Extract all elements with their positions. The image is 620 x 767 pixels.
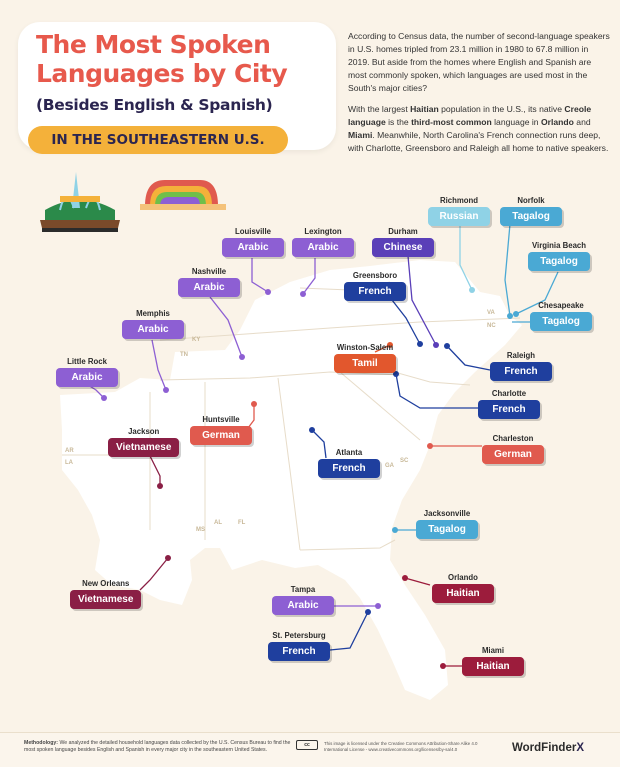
dot-tampa [375,603,381,609]
rainbow-illustration [140,180,226,210]
state-label-al: AL [214,520,222,526]
dot-durham [433,342,439,348]
language-pill: Arabic [56,368,118,387]
city-label-charlotte [478,388,540,419]
city-label-winston-salem [334,342,396,373]
language-pill: Haitian [432,584,494,603]
state-label-ga: GA [385,463,394,469]
language-pill: Tamil [334,354,396,373]
dot-huntsville [251,401,257,407]
creative-commons-icon: cc [296,740,318,750]
city-name: Chesapeake [538,301,584,310]
state-label-fl: FL [238,520,246,526]
city-name: St. Petersburg [272,631,326,640]
city-label-miami [462,645,524,676]
dot-virginia-beach [513,311,519,317]
city-name: Charlotte [491,389,527,398]
city-label-raleigh [490,350,552,381]
state-label-nc: NC [487,323,496,329]
language-pill: Russian [428,207,490,226]
city-label-greensboro [344,270,406,301]
city-name: Jackson [128,427,160,436]
city-name: Jacksonville [423,509,471,518]
dot-nashville [239,354,245,360]
dot-lexington [300,291,306,297]
city-name: Norfolk [517,196,545,205]
language-pill: Chinese [372,238,434,257]
city-name: Huntsville [202,415,240,424]
dot-jackson [157,483,163,489]
page-subtitle: (Besides English & Spanish) [36,96,273,114]
state-label-ky: KY [192,337,201,343]
dot-norfolk [507,313,513,319]
city-label-louisville [222,226,284,257]
city-label-little-rock [56,356,118,387]
city-name: Memphis [136,309,170,318]
state-label-ms: MS [196,527,205,533]
language-pill: Vietnamese [70,590,141,609]
city-name: Tampa [290,585,316,594]
connector-st-petersburg [330,612,368,650]
language-pill: Tagalog [500,207,562,226]
fountain-illustration [40,172,120,232]
language-pill: Arabic [222,238,284,257]
intro-paragraph-2: With the largest Haitian population in the U.S., its native Creole language is the third-most common language in Orlando and Miami. Meanwhile, North Carolina's French connection runs deep, with Charlotte, Greensboro and Raleigh all home to native speakers. [348,104,609,153]
city-label-norfolk [500,195,562,226]
city-name: Little Rock [67,357,107,366]
dot-richmond [469,287,475,293]
city-label-durham [372,226,434,257]
intro-text [348,30,610,163]
connector-orlando [405,578,430,585]
intro-paragraph-1: According to Census data, the number of second-language speakers in U.S. homes tripled from 23.1 million in 1980 to 67.8 million in 2019. But aside from the homes where English and Spanish are most commonly spoken, which languages are used most in the South's major cities? [348,31,610,93]
methodology-note: Methodology: We analyzed the detailed household languages data collected by the U.S. Census Bureau to find the most spoken language besides English and Spanish in every major city in the southeastern United States. [24,740,291,753]
language-pill: Tagalog [416,520,478,539]
city-label-chesapeake [530,300,592,331]
dot-charleston [427,443,433,449]
city-name: New Orleans [82,579,130,588]
city-label-jacksonville [416,508,478,539]
city-name: Richmond [439,196,479,205]
city-label-charleston [482,433,544,464]
city-label-virginia-beach [528,240,590,271]
city-name: Raleigh [506,351,536,360]
city-name: Miami [481,646,505,655]
language-pill: French [478,400,540,419]
dot-louisville [265,289,271,295]
city-name: Orlando [448,573,478,582]
city-name: Durham [388,227,418,236]
language-pill: Tagalog [530,312,592,331]
dot-little-rock [101,395,107,401]
city-name: Charleston [492,434,534,443]
city-label-memphis [122,308,184,339]
dot-raleigh [444,343,450,349]
city-name: Virginia Beach [531,241,587,250]
brand-logo[interactable]: WordFinderX [512,742,584,754]
city-label-nashville [178,266,240,297]
connector-norfolk [505,224,510,316]
city-name: Winston-Salem [336,343,394,352]
language-pill: French [268,642,330,661]
dot-jacksonville [392,527,398,533]
language-pill: French [344,282,406,301]
city-name: Atlanta [335,448,363,457]
page-title: The Most Spoken Languages by City [36,30,288,88]
city-label-atlanta [318,447,380,478]
state-label-va: VA [487,310,495,316]
language-pill: Vietnamese [108,438,179,457]
state-label-la: LA [65,460,73,466]
dot-memphis [163,387,169,393]
language-pill: Arabic [292,238,354,257]
license-note: This image is licensed under the Creative Commons Attribution-Share Alike 4.0 International License - www.creativecommons.org/licenses/by-sa/4.0 [324,741,478,752]
language-pill: German [190,426,252,445]
state-label-tn: TN [180,352,188,358]
city-label-tampa [272,584,334,615]
state-label-sc: SC [400,458,409,464]
dot-greensboro [417,341,423,347]
city-name: Nashville [191,267,227,276]
language-pill: Haitian [462,657,524,676]
dot-miami [440,663,446,669]
city-label-lexington [292,226,354,257]
city-name: Lexington [304,227,342,236]
dot-orlando [402,575,408,581]
dot-new-orleans [165,555,171,561]
region-banner: IN THE SOUTHEASTERN U.S. [28,126,288,154]
city-label-huntsville [190,414,252,445]
dot-atlanta [309,427,315,433]
state-label-ar: AR [65,448,74,454]
language-pill: Tagalog [528,252,590,271]
language-pill: Arabic [122,320,184,339]
city-name: Louisville [235,227,271,236]
city-name: Greensboro [352,271,398,280]
city-label-jackson [108,426,179,457]
city-label-st-petersburg [268,630,330,661]
dot-st-petersburg [365,609,371,615]
city-label-orlando [432,572,494,603]
language-pill: French [318,459,380,478]
language-pill: Arabic [272,596,334,615]
language-pill: German [482,445,544,464]
connector-louisville [252,258,268,292]
city-label-new-orleans [70,578,141,609]
language-pill: Arabic [178,278,240,297]
language-pill: French [490,362,552,381]
city-label-richmond [428,195,490,226]
